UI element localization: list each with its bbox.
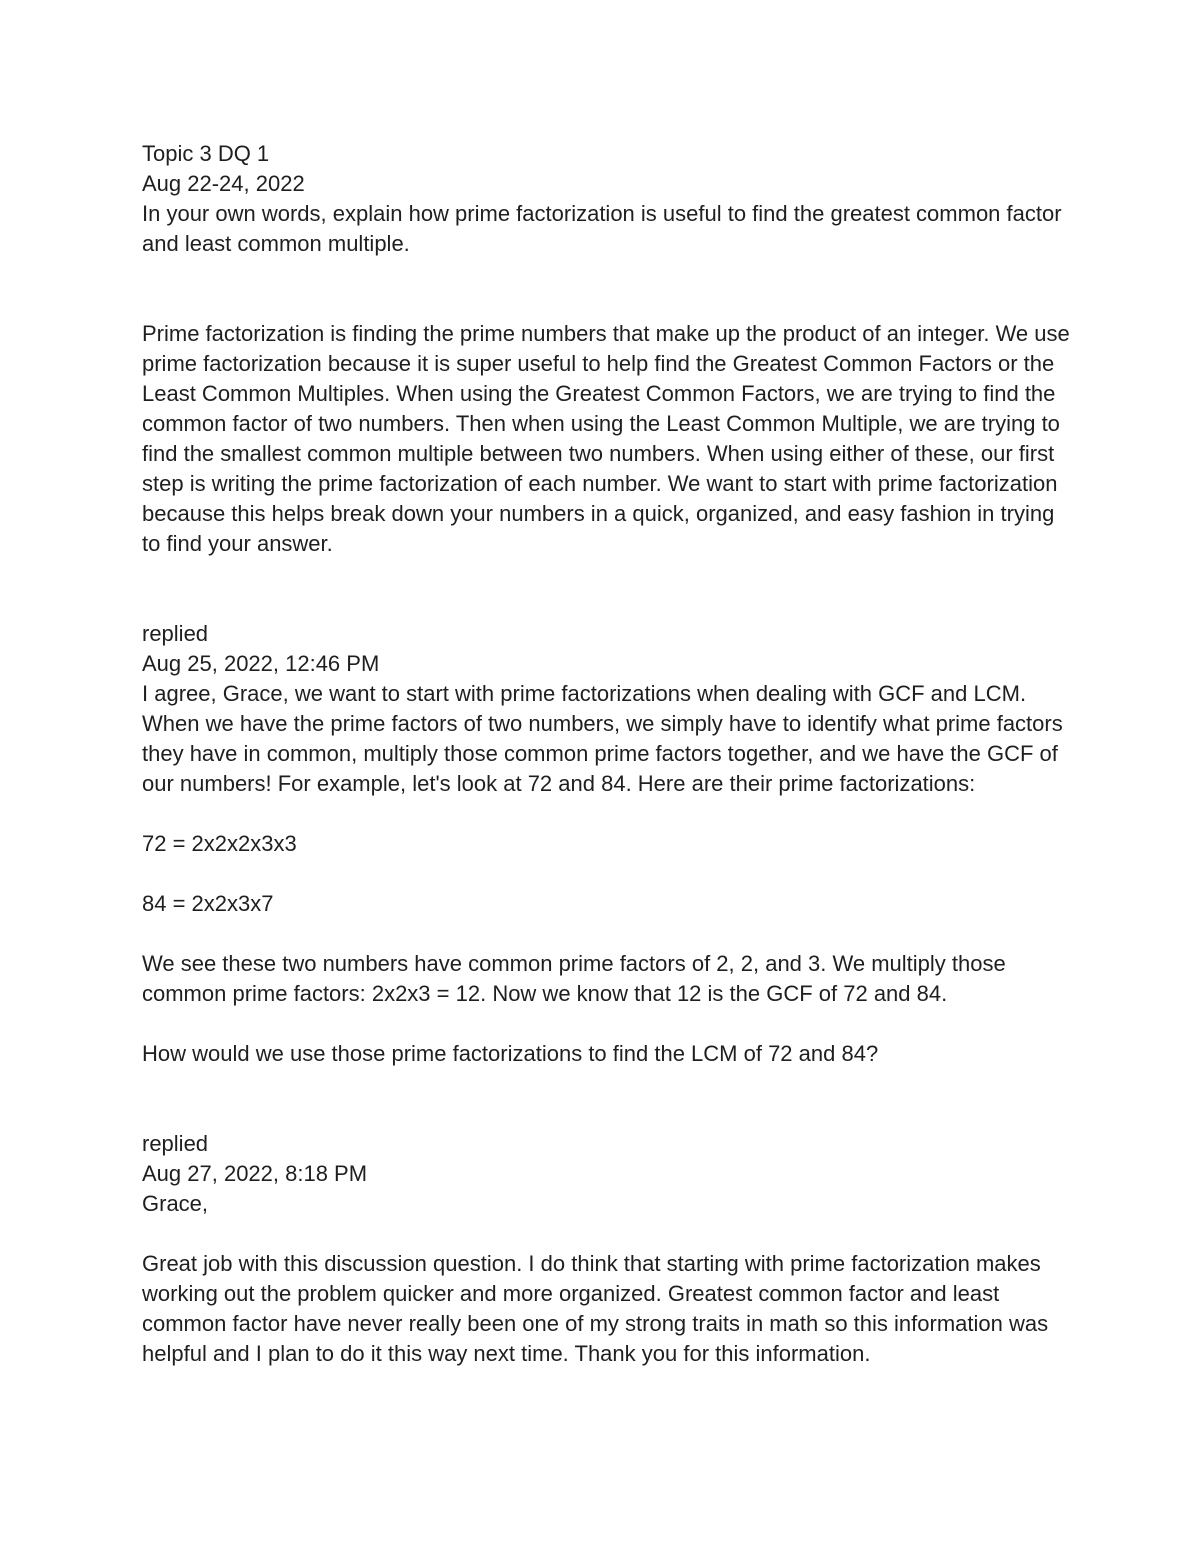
- spacer: [142, 259, 1072, 319]
- spacer: [142, 859, 1072, 889]
- post-title: Topic 3 DQ 1: [142, 141, 270, 166]
- post-prompt: In your own words, explain how prime factorization is useful to find the greatest common factor and least common multiple.: [142, 201, 1062, 256]
- document-page: [142, 139, 1072, 1369]
- post-dates: Aug 22-24, 2022: [142, 171, 305, 196]
- reply-timestamp: Aug 27, 2022, 8:18 PM: [142, 1161, 368, 1186]
- reply-greeting: Grace,: [142, 1191, 209, 1216]
- spacer: [142, 799, 1072, 829]
- spacer: [142, 1009, 1072, 1039]
- reply-explanation: We see these two numbers have common prime factors of 2, 2, and 3. We multiply those common prime factors: 2x2x3 = 12. Now we know that 12 is the GCF of 72 and 84.: [142, 951, 1006, 1006]
- reply-body: Great job with this discussion question. I do think that starting with prime factorization makes working out the problem quicker and more organized. Greatest common factor and least common factor have never really been one of my strong traits in math so this information was helpful and I plan to do it this way next time. Thank you for this information.: [142, 1251, 1049, 1366]
- spacer: [142, 1219, 1072, 1249]
- reply-question: How would we use those prime factorizations to find the LCM of 72 and 84?: [142, 1041, 879, 1066]
- spacer: [142, 1069, 1072, 1129]
- spacer: [142, 559, 1072, 619]
- spacer: [142, 919, 1072, 949]
- reply-equation-84: 84 = 2x2x3x7: [142, 891, 274, 916]
- reply-label: replied: [142, 621, 209, 646]
- reply-equation-72: 72 = 2x2x2x3x3: [142, 831, 297, 856]
- reply-label: replied: [142, 1131, 209, 1156]
- post-answer: Prime factorization is finding the prime numbers that make up the product of an integer. We use prime factorization because it is super useful to help find the Greatest Common Factors or the Least Common Multiples. When using the Greatest Common Factors, we are trying to find the common factor of two numbers. Then when using the Least Common Multiple, we are trying to find the smallest common multiple between two numbers. When using either of these, our first step is writing the prime factorization of each number. We want to start with prime factorization because this helps break down your numbers in a quick, organized, and easy fashion in trying to find your answer.: [142, 321, 1070, 556]
- reply-intro: I agree, Grace, we want to start with prime factorizations when dealing with GCF and LCM. When we have the prime factors of two numbers, we simply have to identify what prime factors they have in common, multiply those common prime factors together, and we have the GCF of our numbers! For example, let's look at 72 and 84. Here are their prime factorizations:: [142, 681, 1063, 796]
- reply-timestamp: Aug 25, 2022, 12:46 PM: [142, 651, 380, 676]
